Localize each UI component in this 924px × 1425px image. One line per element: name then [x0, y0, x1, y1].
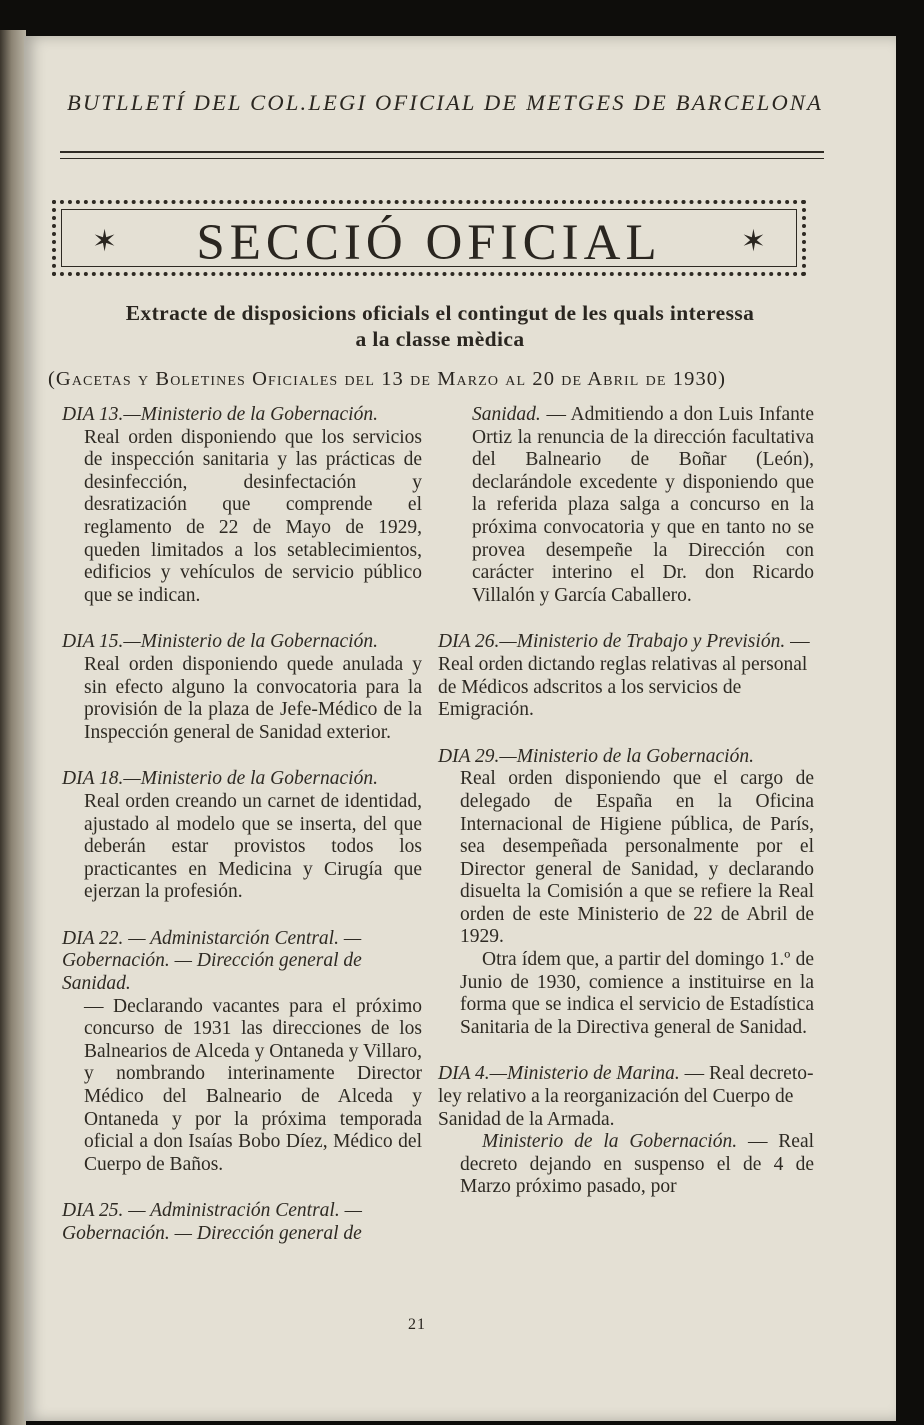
running-head: BUTLLETÍ DEL COL.LEGI OFICIAL DE METGES DE BARCELONA [66, 90, 824, 115]
entry-heading: DIA 4.—Ministerio de Marina. [438, 1063, 680, 1085]
entry-heading: DIA 26.—Ministerio de Trabajo y Previsión. [438, 631, 786, 653]
entry-heading: DIA 15.—Ministerio de la Gobernación. [62, 631, 378, 653]
decree-entry [438, 746, 814, 1040]
header-rule-thick [60, 151, 824, 153]
book-binding [0, 30, 26, 1425]
star-icon: ✶ [740, 225, 766, 258]
gazette-date-range: (Gacetas y Boletines Oficiales del 13 de Marzo al 20 de Abril de 1930) [48, 368, 727, 390]
entry-heading: Sanidad. [472, 404, 541, 425]
entry-heading: DIA 22. — Administarción Central. — Gobernación. — Dirección general de Sanidad. [62, 927, 362, 995]
decree-entry [62, 404, 422, 607]
section-title-box [52, 200, 806, 276]
decree-entry [438, 404, 814, 607]
subtitle-line: a la classe mèdica [355, 327, 525, 351]
decree-entry [438, 631, 814, 721]
entry-body-continued: Otra ídem que, a partir del domingo 1.º de Junio de 1930, comience a instituirse en la forma que se indica el servicio de Estadística Sanitaria de la Directiva general de Sanidad. [460, 949, 814, 1038]
page-number: 21 [408, 1316, 426, 1333]
decree-entry [62, 768, 422, 904]
entry-heading: Ministerio de la Gobernación. [482, 1131, 738, 1153]
decree-entry [438, 1063, 814, 1131]
entry-body: — Admitiendo a don Luis Infante Ortiz la renuncia de la dirección facultativa del Balneario de Boñar (León), declarándole excedente y disponiendo que la referida plaza salga a concurso en la próxima convocatoria y que en tanto no se provea desempeñe la Dirección con carácter interino el Dr. don Ricardo Villalón y García Caballero. [472, 404, 814, 606]
entry-body: — Real decreto dejando en suspenso el de 4 de Marzo próximo pasado, por [460, 1131, 815, 1198]
section-title: SECCIÓ OFICIAL [196, 215, 662, 271]
entry-body: Real orden disponiendo quede anulada y sin efecto alguno la convocatoria para la provisión de la plaza de Jefe-Médico de la Inspección general de Sanidad exterior. [84, 653, 422, 743]
entry-body: Real orden disponiendo que el cargo de delegado de España en la Oficina Internacional de Higiene pública, de París, sea desempeñada personalmente por el Director general de Sanidad, y declarando disuelta la Comisión a que se refiere la Real orden de este Ministerio de 22 de Abril de 1929. [460, 768, 814, 948]
subtitle-line: Extracte de disposicions oficials el contingut de les quals interessa [125, 301, 755, 325]
entry-body: — Declarando vacantes para el próximo concurso de 1931 las direcciones de los Balnearios de Alceda y Ontaneda y Villaro, y nombrando interinamente Director Médico del Balneario de Alceda y Ontaneda y por la próxima temporada oficial a don Isaías Bobo Díez, Médico del Cuerpo de Baños. [84, 995, 422, 1175]
entry-heading: DIA 18.—Ministerio de la Gobernación. [62, 768, 378, 790]
decree-entry [62, 631, 422, 744]
decree-entry [62, 928, 422, 1177]
star-icon: ✶ [92, 225, 118, 258]
entry-body: Real orden creando un carnet de identidad, ajustado al modelo que se inserta, del que deberán estar provistos todos los practicantes en Medicina y Cirugía que ejerzan la profesión. [84, 790, 422, 903]
decree-entry [62, 1200, 422, 1245]
entry-body: Real orden disponiendo que los servicios de inspección sanitaria y las prácticas de desinfección, desinfectación y desratización que comprende el reglamento de 22 de Mayo de 1929, queden limitados a los setablecimientos, edificios y vehículos de servicio público que se indican. [84, 426, 422, 606]
entry-heading: DIA 25. — Administración Central. — Gobernación. — Dirección general de [62, 1200, 362, 1244]
entry-heading: DIA 29.—Ministerio de la Gobernación. [438, 745, 754, 767]
decree-entry [438, 1131, 814, 1199]
section-subtitle [50, 300, 830, 352]
left-column [62, 404, 422, 1246]
header-rule-thin [60, 158, 824, 159]
entry-body: — Real orden dictando reglas relativas al personal de Médicos adscritos a los servicios de Emigración. [438, 631, 810, 721]
entry-heading: DIA 13.—Ministerio de la Gobernación. [62, 404, 378, 425]
entry-body: — Real decreto-ley relativo a la reorganización del Cuerpo de Sanidad de la Armada. [438, 1063, 814, 1130]
right-column [438, 404, 814, 1199]
